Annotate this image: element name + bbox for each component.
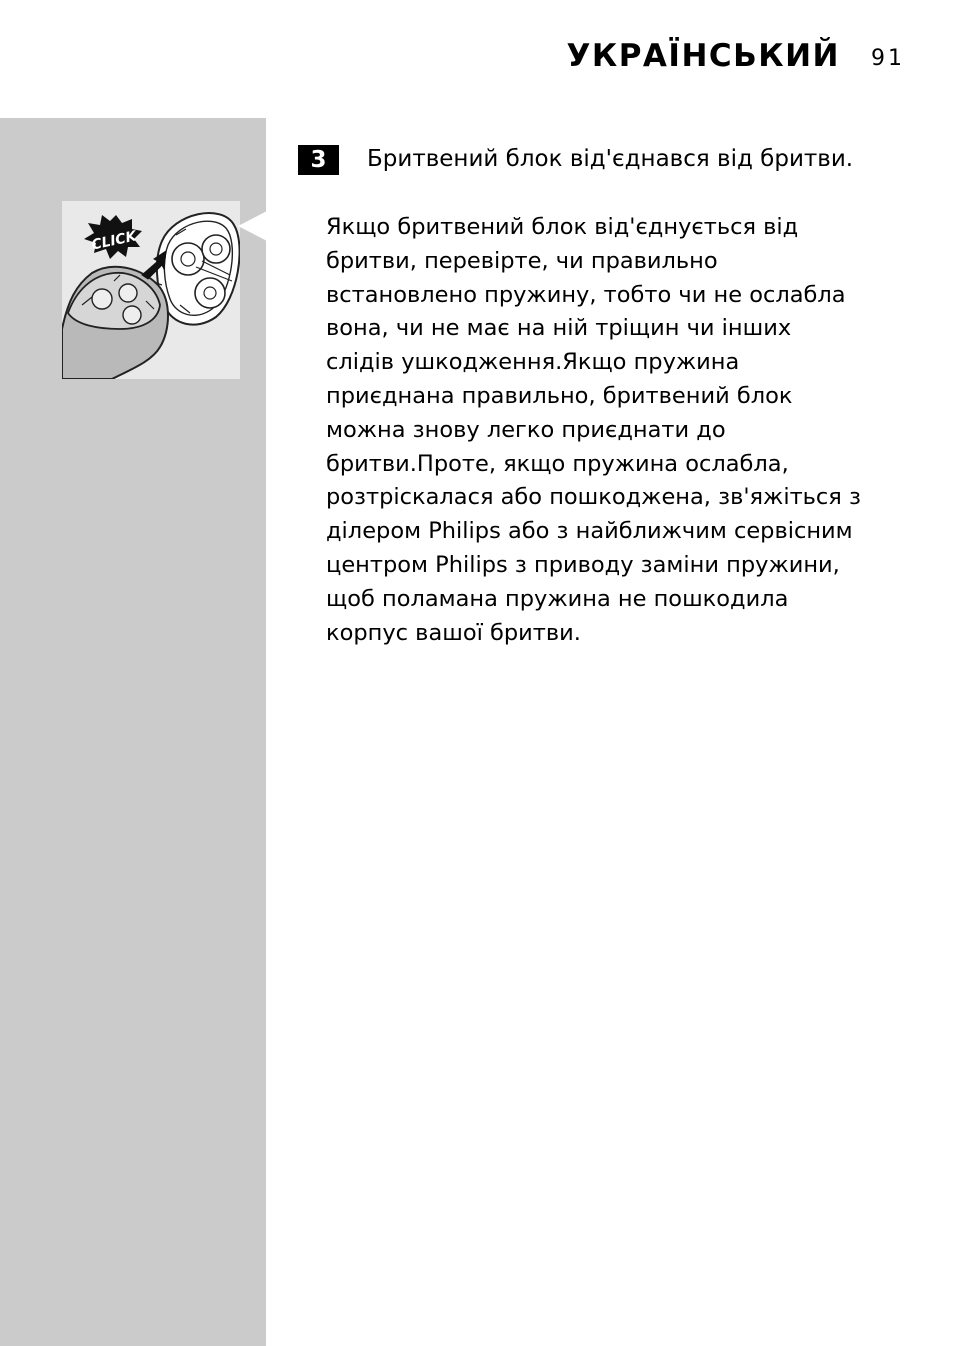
- shaver-illustration: [62, 201, 240, 379]
- step-number-badge: 3: [298, 145, 339, 175]
- shaver-body-icon: [62, 267, 168, 379]
- page-number: 91: [871, 46, 905, 71]
- section-title: УКРАЇНСЬКИЙ: [566, 38, 840, 74]
- callout-pointer: [238, 211, 267, 241]
- shaver-drawing: [62, 201, 240, 379]
- click-label: CLICK: [90, 228, 138, 254]
- body-paragraph: Якщо бритвений блок від'єднується від бритви, перевірте, чи правильно встановлено пружину, тобто чи не ослабла вона, чи не має на ній тріщин чи інших слідів ушкодження.Якщо пружина приєднана правильно, бритвений блок можна знову легко приєднати до бритви.Проте, якщо пружина ослабла, розтріскалася або пошкоджена, зв'яжіться з ділером Philips або з найближчим сервісним центром Philips з приводу заміни пружини, щоб поламана пружина не пошкодила корпус вашої бритви.: [326, 214, 861, 646]
- click-starburst-icon: [84, 215, 142, 259]
- step-heading: Бритвений блок від'єднався від бритви.: [367, 146, 854, 172]
